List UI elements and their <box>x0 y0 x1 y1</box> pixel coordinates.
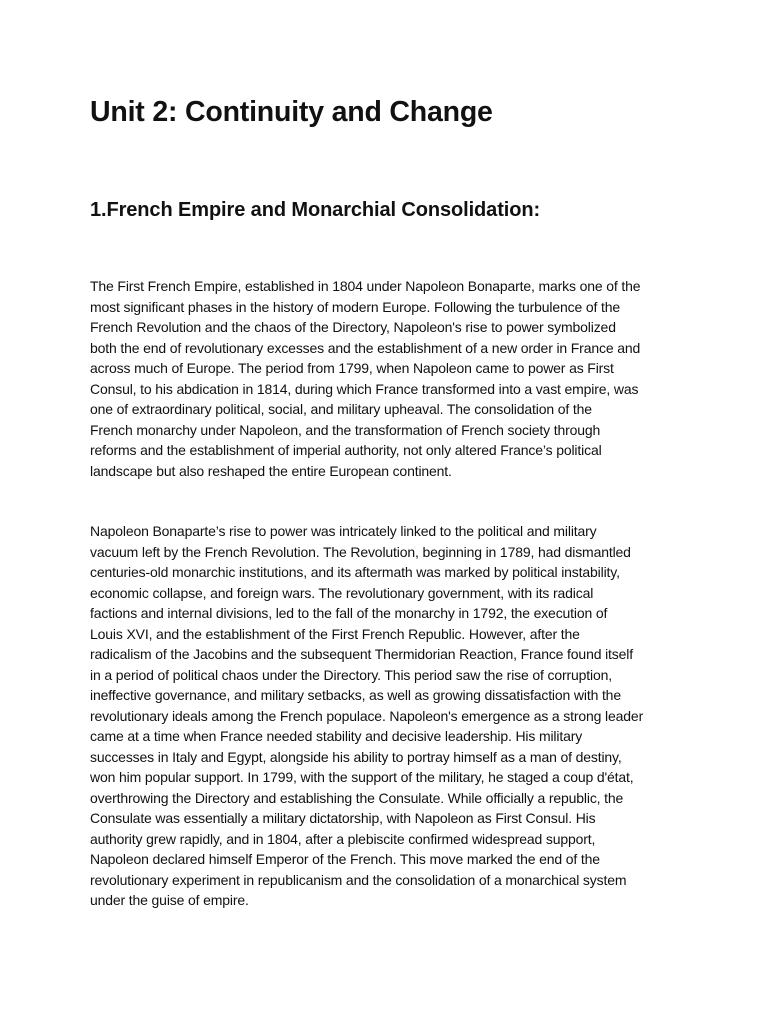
paragraph-line: Consulate was essentially a military dictatorship, with Napoleon as First Consul. His <box>90 810 596 826</box>
paragraph-line: under the guise of empire. <box>90 892 249 908</box>
paragraph-line: most significant phases in the history of modern Europe. Following the turbulence of the <box>90 298 620 315</box>
paragraph-rise-to-power <box>90 521 690 911</box>
paragraph-line: reforms and the establishment of imperial authority, not only altered France’s political <box>90 442 602 458</box>
paragraph-line: Napoleon declared himself Emperor of the French. This move marked the end of the <box>90 851 600 867</box>
paragraph-line: overthrowing the Directory and establishing the Consulate. While officially a republic, the <box>90 789 624 806</box>
paragraph-line: vacuum left by the French Revolution. The Revolution, beginning in 1789, had dismantled <box>90 543 631 560</box>
paragraph-line: Napoleon Bonaparte’s rise to power was intricately linked to the political and military <box>90 523 597 539</box>
paragraph-line: The First French Empire, established in 1804 under Napoleon Bonaparte, marks one of the <box>90 278 641 294</box>
paragraph-line: both the end of revolutionary excesses and the establishment of a new order in France and <box>90 339 641 356</box>
paragraph-line: successes in Italy and Egypt, alongside his ability to portray himself as a man of destiny, <box>90 748 622 765</box>
paragraph-line: one of extraordinary political, social, and military upheaval. The consolidation of the <box>90 401 592 417</box>
paragraph-line: centuries-old monarchic institutions, and its aftermath was marked by political instability, <box>90 564 620 580</box>
paragraph-line: Louis XVI, and the establishment of the First French Republic. However, after the <box>90 625 580 642</box>
paragraph-line: in a period of political chaos under the Directory. This period saw the rise of corruption, <box>90 666 612 683</box>
paragraph-line: revolutionary experiment in republicanism and the consolidation of a monarchical system <box>90 871 627 888</box>
paragraph-intro <box>90 276 690 481</box>
paragraph-line: radicalism of the Jacobins and the subsequent Thermidorian Reaction, France found itself <box>90 646 633 662</box>
paragraph-line: economic collapse, and foreign wars. The revolutionary government, with its radical <box>90 584 594 601</box>
paragraph-line: across much of Europe. The period from 1799, when Napoleon came to power as First <box>90 360 614 376</box>
paragraph-line: landscape but also reshaped the entire European continent. <box>90 462 452 479</box>
paragraph-line: won him popular support. In 1799, with the support of the military, he staged a coup d'état, <box>90 769 634 785</box>
paragraph-line: came at a time when France needed stability and decisive leadership. His military <box>90 728 583 744</box>
paragraph-line: revolutionary ideals among the French populace. Napoleon's emergence as a strong leader <box>90 707 644 724</box>
paragraph-line: ineffective governance, and military setbacks, as well as growing dissatisfaction with the <box>90 687 621 703</box>
paragraph-line: authority grew rapidly, and in 1804, after a plebiscite confirmed widespread support, <box>90 830 596 847</box>
unit-title: Unit 2: Continuity and Change <box>90 96 493 128</box>
paragraph-line: Consul, to his abdication in 1814, during which France transformed into a vast empire, was <box>90 380 639 397</box>
paragraph-line: French Revolution and the chaos of the Directory, Napoleon's rise to power symbolized <box>90 319 616 335</box>
paragraph-line: factions and internal divisions, led to the fall of the monarchy in 1792, the execution of <box>90 605 608 621</box>
paragraph-line: French monarchy under Napoleon, and the transformation of French society through <box>90 421 601 438</box>
section-heading: 1.French Empire and Monarchial Consolidation: <box>90 199 541 221</box>
